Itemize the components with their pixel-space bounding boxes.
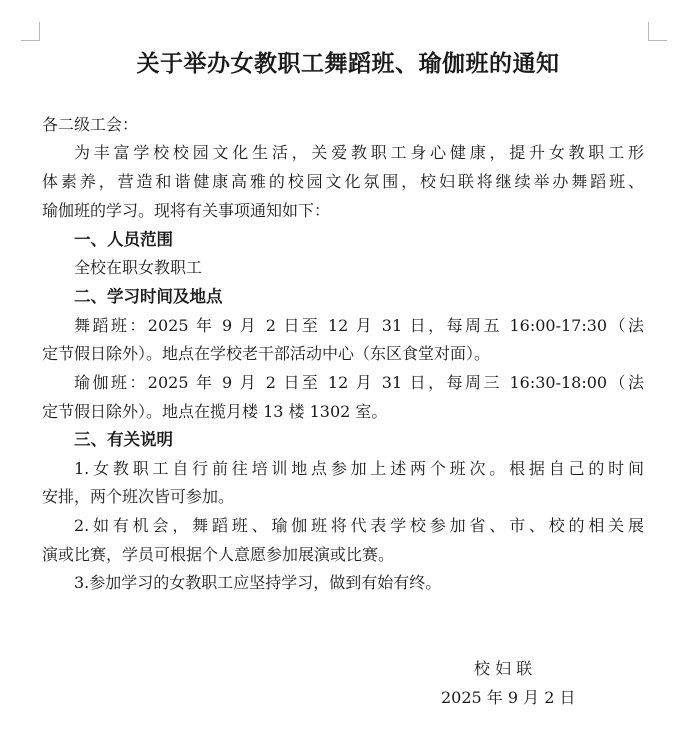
intro-line-2: 体素养，营造和谐健康高雅的校园文化氛围，校妇联将继续举办舞蹈班、: [42, 172, 644, 191]
page-corner-mark-top-right: [648, 22, 667, 41]
intro-line-3: 瑜伽班的学习。现将有关事项通知如下：: [42, 201, 331, 220]
dance-class-line-1: 舞蹈班：2025 年 9 月 2 日至 12 月 31 日，每周五 16:00-17:30（法: [74, 316, 644, 335]
section-3-heading: 三、有关说明: [74, 430, 173, 449]
note-item-1-line-2: 安排，两个班次皆可参加。: [42, 487, 235, 506]
section-1-heading: 一、人员范围: [74, 230, 173, 249]
section-2-heading: 二、学习时间及地点: [74, 287, 223, 306]
yoga-class-line-1: 瑜伽班：2025 年 9 月 2 日至 12 月 31 日，每周三 16:30-18:00（法: [74, 373, 644, 392]
salutation: 各二级工会：: [42, 115, 139, 134]
dance-class-line-2: 定节假日除外）。地点在学校老干部活动中心（东区食堂对面）。: [42, 344, 491, 363]
page-corner-mark-top-left: [21, 22, 40, 41]
signature-date: 2025 年 9 月 2 日: [441, 688, 576, 707]
signature-organization: 校 妇 联: [474, 659, 533, 678]
section-1-content: 全校在职女教职工: [74, 258, 203, 277]
note-item-1-line-1: 1.女教职工自行前往培训地点参加上述两个班次。根据自己的时间: [74, 459, 644, 478]
note-item-2-line-2: 演或比赛，学员可根据个人意愿参加展演或比赛。: [42, 545, 395, 564]
yoga-class-line-2: 定节假日除外）。地点在揽月楼 13 楼 1302 室。: [42, 402, 388, 421]
note-item-3: 3.参加学习的女教职工应坚持学习，做到有始有终。: [74, 573, 442, 592]
note-item-2-line-1: 2.如有机会，舞蹈班、瑜伽班将代表学校参加省、市、校的相关展: [74, 516, 644, 535]
document-title: 关于举办女教职工舞蹈班、瑜伽班的通知: [136, 51, 560, 77]
intro-line-1: 为丰富学校校园文化生活，关爱教职工身心健康，提升女教职工形: [74, 143, 644, 162]
